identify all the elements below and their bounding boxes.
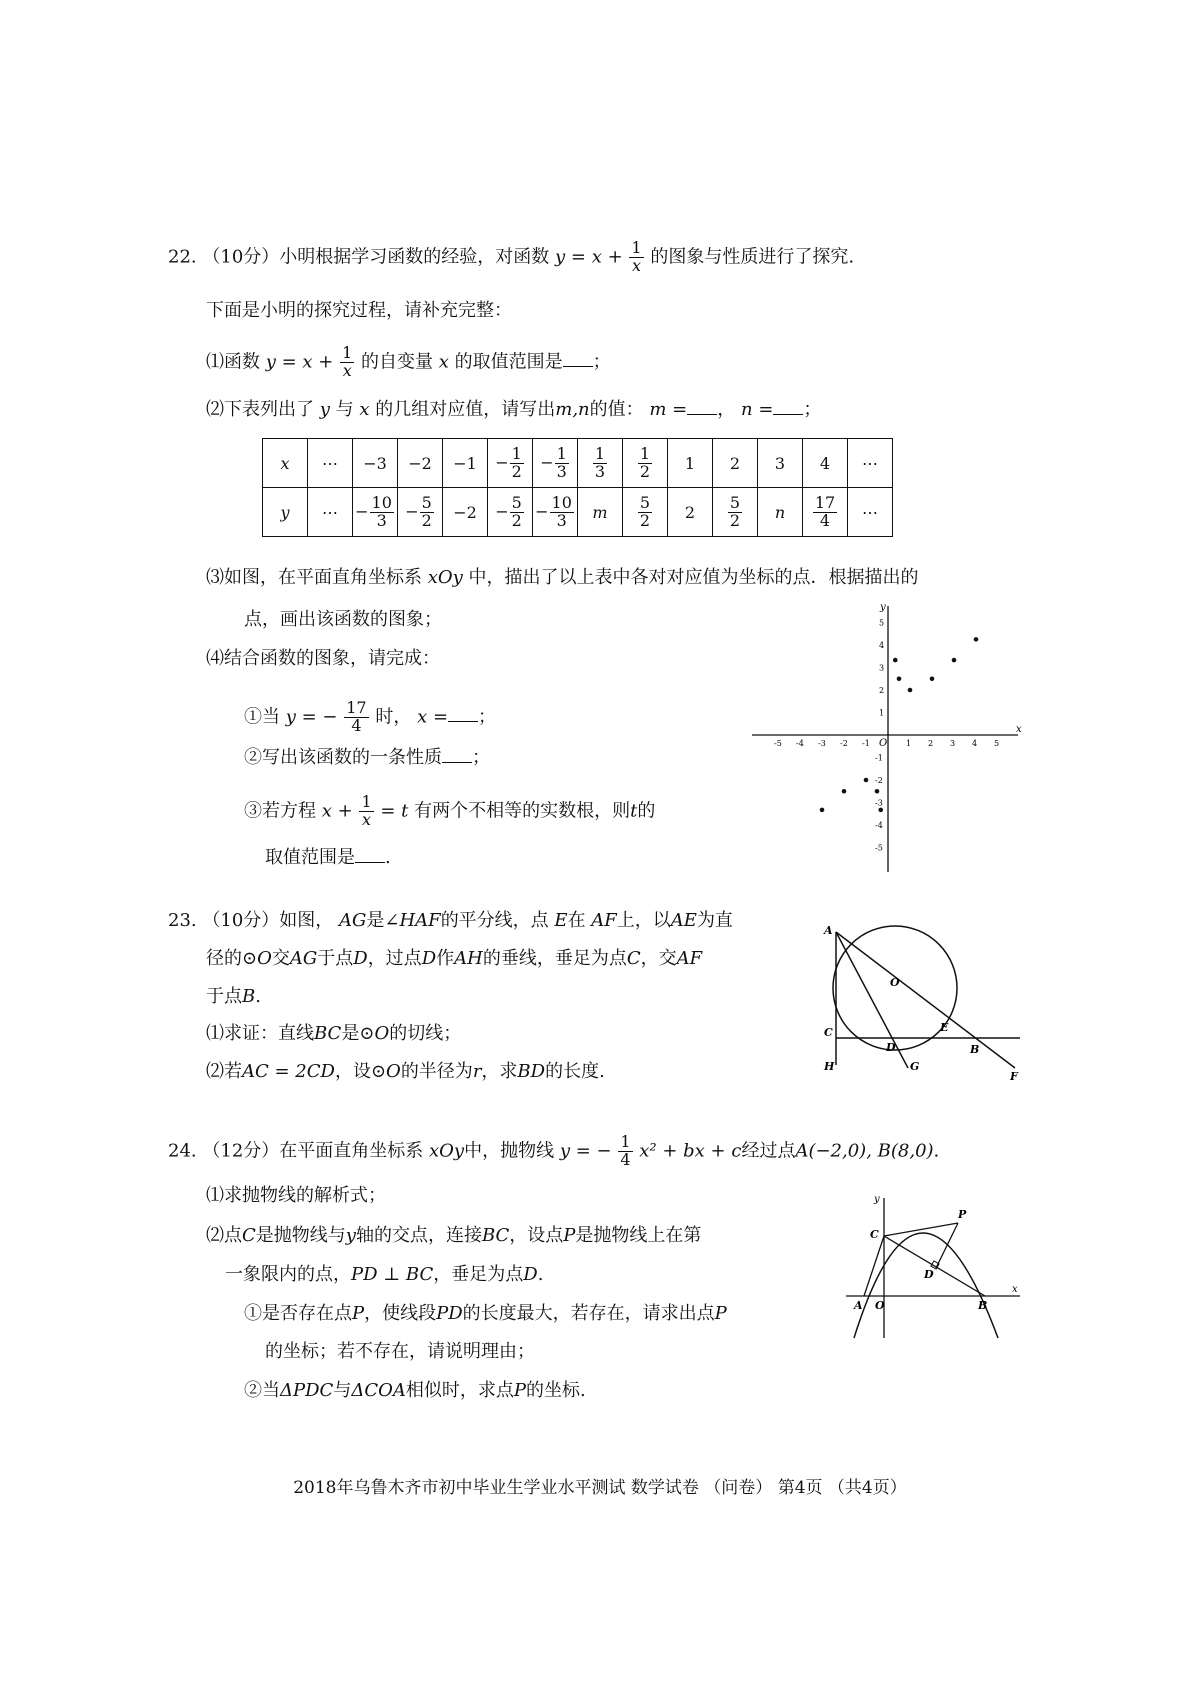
y-tick-label: -4	[875, 821, 883, 830]
label-B: B	[970, 1043, 980, 1056]
table-cell: 2	[668, 488, 713, 537]
table-cell: 4	[803, 439, 848, 488]
table-cell: ⋯	[308, 488, 353, 537]
coordinate-graph	[740, 600, 1025, 875]
table-cell: $\frac{17}{4}$	[803, 488, 848, 537]
q22-line2: 下面是小明的探究过程，请补充完整：	[206, 300, 512, 321]
label-P: P	[958, 1208, 967, 1221]
data-point	[897, 676, 902, 681]
q24-part2-cont: 一象限内的点，PD ⊥ BC，垂足为点D.	[225, 1264, 544, 1285]
x-tick-label: 4	[972, 739, 978, 748]
q22-part1: ⑴函数 y = x + $\frac{1}{x}$ 的自变量 x 的取值范围是 ；	[206, 343, 611, 380]
label-O: O	[875, 1299, 885, 1312]
q22-intro-end: 的图象与性质进行了探究.	[650, 246, 855, 268]
y-tick-label: 5	[879, 618, 885, 628]
q22-part3: ⑶如图，在平面直角坐标系 xOy 中，描出了以上表中各对对应值为坐标的点．根据描出的	[206, 567, 919, 588]
label-E: E	[940, 1021, 949, 1034]
data-point	[820, 808, 825, 813]
data-point	[974, 637, 979, 642]
table-cell: −2	[443, 488, 488, 537]
table-cell: − $\frac{10}{3}$	[533, 488, 578, 537]
q22-sub3: ③若方程 x + $\frac{1}{x}$ = t 有两个不相等的实数根，则t的	[244, 792, 656, 829]
q24-sub1: ①是否存在点P，使线段PD的长度最大，若存在，请求出点P	[244, 1303, 727, 1324]
q24-part1: ⑴求抛物线的解析式；	[206, 1185, 386, 1206]
q23-line1: 23. （10分）如图， AG是∠HAF的平分线，点 E在 AF上，以AE为直	[168, 910, 733, 931]
label-x: x	[1012, 1284, 1018, 1295]
table-row-x	[263, 439, 893, 488]
table-cell: − $\frac{10}{3}$	[353, 488, 398, 537]
q24-sub2: ②当ΔPDC与ΔCOA相似时，求点P的坐标.	[244, 1380, 586, 1401]
answer-blank	[448, 705, 478, 722]
table-cell: $\frac{5}{2}$	[623, 488, 668, 537]
y-tick-label: -1	[875, 753, 883, 763]
label-y: y	[874, 1194, 880, 1205]
x-axis-label: x	[1016, 724, 1022, 735]
answer-blank	[355, 846, 385, 863]
q22-fraction: $\frac{1}{x}$	[631, 238, 642, 275]
table-cell: 2	[713, 439, 758, 488]
data-point	[930, 676, 935, 681]
data-point	[864, 778, 869, 783]
label-O: O	[890, 976, 900, 989]
y-tick-label: 4	[879, 641, 885, 650]
q22-part3-cont: 点，画出该函数的图象；	[244, 609, 442, 630]
label-A: A	[824, 924, 833, 937]
q23-part1: ⑴求证：直线BC是⊙O的切线；	[206, 1023, 462, 1044]
q22-function: y = x +	[555, 246, 623, 268]
label-C: C	[870, 1228, 879, 1241]
table-row-y	[263, 488, 893, 537]
x-tick-label: 1	[906, 739, 912, 748]
q24-score: （12分）	[202, 1140, 280, 1162]
data-point	[875, 789, 880, 794]
answer-blank	[442, 746, 472, 763]
q23-score: （10分）	[202, 910, 280, 931]
table-cell: ⋯	[848, 439, 893, 488]
q24-part2: ⑵点C是抛物线与y轴的交点，连接BC，设点P是抛物线上在第	[206, 1225, 702, 1246]
table-cell: 1	[668, 439, 713, 488]
q23-line2: 径的⊙O交AG于点D，过点D作AH的垂线，垂足为点C，交AF	[206, 948, 703, 969]
table-cell: 3	[758, 439, 803, 488]
table-cell: − $\frac{1}{2}$	[488, 439, 533, 488]
table-cell: −3	[353, 439, 398, 488]
y-axis-label: y	[880, 602, 886, 613]
q22-sub2: ②写出该函数的一条性质 ；	[244, 747, 490, 768]
label-B: B	[978, 1299, 988, 1312]
q22-line1	[168, 240, 854, 275]
y-tick-label: -5	[875, 843, 883, 853]
q22-part4: ⑷结合函数的图象，请完成：	[206, 648, 440, 669]
data-point	[908, 688, 913, 693]
table-cell: − $\frac{5}{2}$	[488, 488, 533, 537]
x-tick-label: -5	[774, 739, 782, 748]
y-tick-label: -2	[875, 776, 883, 785]
table-cell: $\frac{1}{3}$	[578, 439, 623, 488]
q23-line3: 于点B.	[206, 986, 261, 1007]
table-cell: ⋯	[848, 488, 893, 537]
q23-part2: ⑵若AC = 2CD，设⊙O的半径为r，求BD的长度.	[206, 1061, 605, 1082]
y-tick-label: 1	[879, 708, 885, 718]
table-cell: m	[578, 488, 623, 537]
label-D: D	[886, 1041, 896, 1054]
table-cell: − $\frac{1}{3}$	[533, 439, 578, 488]
answer-blank	[687, 398, 717, 415]
q24-sub1-cont: 的坐标；若不存在，请说明理由；	[265, 1341, 535, 1362]
x-tick-label: 2	[928, 739, 934, 748]
table-cell: −2	[398, 439, 443, 488]
q24-number: 24.	[168, 1140, 197, 1162]
x-tick-label: 5	[994, 739, 1000, 748]
q24-line1: 24. （12分）在平面直角坐标系 xOy中，抛物线 y = − $\frac{1}{4}$ x² + bx + c经过点A(−2,0), B(8,0).	[168, 1132, 940, 1169]
q22-sub3-cont: 取值范围是 .	[265, 847, 391, 868]
data-point	[893, 658, 898, 663]
label-G: G	[910, 1060, 920, 1073]
y-tick-label: 2	[879, 686, 885, 695]
x-tick-label: -1	[862, 739, 870, 748]
data-point	[842, 789, 847, 794]
origin-label: O	[879, 738, 888, 749]
x-tick-label: -2	[840, 739, 848, 748]
q23-number: 23.	[168, 910, 197, 931]
q22-number: 22.	[168, 246, 197, 268]
q22-part2: ⑵下表列出了 y 与 x 的几组对应值，请写出m,n的值： m = ， n = ；	[206, 399, 822, 420]
x-tick-label: 3	[950, 739, 956, 748]
label-F: F	[1010, 1070, 1018, 1083]
page-footer: 2018年乌鲁木齐市初中毕业生学业水平测试 数学试卷 （问卷） 第4页 （共4页）	[293, 1478, 907, 1498]
circle-figure	[820, 920, 1030, 1085]
label-H: H	[824, 1060, 835, 1073]
data-point	[952, 658, 957, 663]
data-point	[878, 808, 883, 813]
table-cell: $\frac{5}{2}$	[713, 488, 758, 537]
q22-score: （10分）	[202, 246, 280, 268]
q22-intro: 小明根据学习函数的经验，对函数	[279, 246, 550, 268]
label-C: C	[824, 1026, 833, 1039]
answer-blank	[773, 398, 803, 415]
y-tick-label: -3	[875, 798, 883, 808]
y-tick-label: 3	[879, 663, 885, 673]
table-cell: − $\frac{5}{2}$	[398, 488, 443, 537]
table-cell: $\frac{1}{2}$	[623, 439, 668, 488]
x-tick-label: -4	[796, 739, 804, 748]
table-cell: ⋯	[308, 439, 353, 488]
label-D: D	[924, 1268, 934, 1281]
answer-blank	[563, 350, 593, 367]
value-table	[262, 438, 893, 537]
table-cell: y	[263, 488, 308, 537]
table-cell: n	[758, 488, 803, 537]
x-tick-label: -3	[818, 739, 826, 748]
label-A: A	[854, 1299, 863, 1312]
table-cell: −1	[443, 439, 488, 488]
q22-sub1: ①当 y = − $\frac{17}{4}$ 时， x = ；	[244, 698, 497, 735]
table-cell: x	[263, 439, 308, 488]
parabola-figure	[840, 1188, 1025, 1343]
